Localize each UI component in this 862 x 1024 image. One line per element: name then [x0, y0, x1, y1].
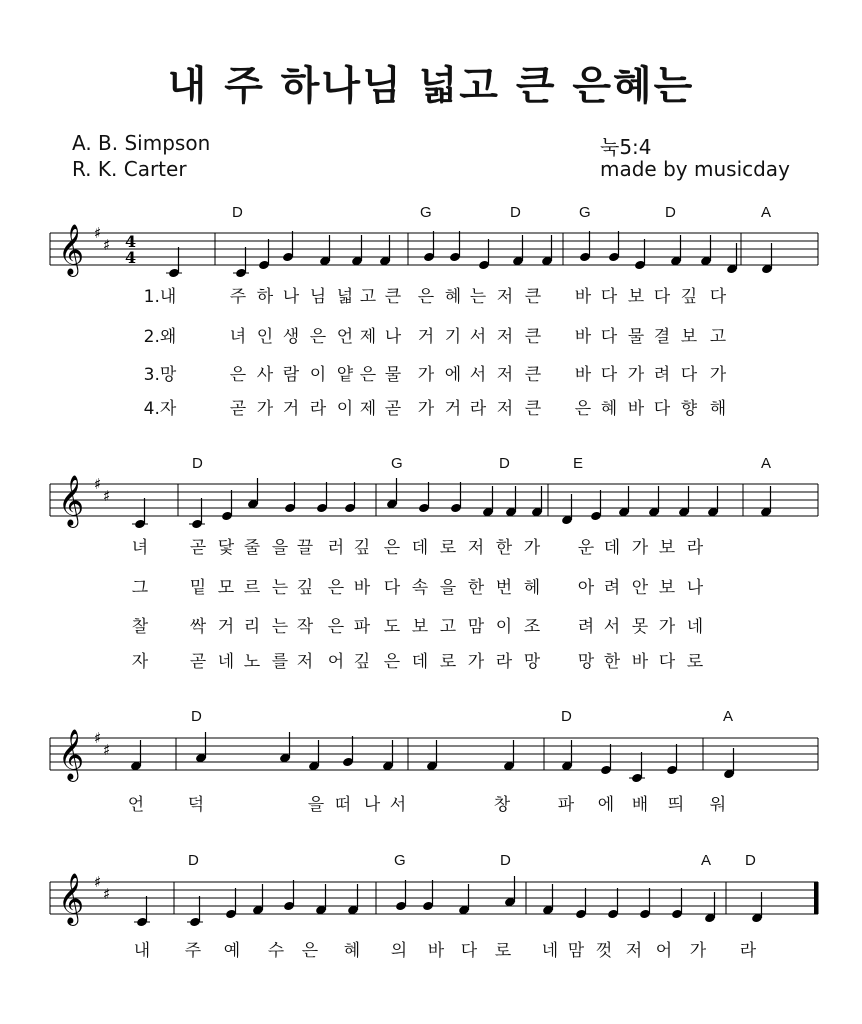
lyric-syllable: 물 — [384, 365, 402, 385]
lyric-syllable: 혜 — [600, 399, 618, 419]
lyric-syllable: 를 — [271, 652, 289, 672]
lyric-syllable: 4.자 — [143, 399, 177, 419]
lyric-syllable: 보 — [627, 287, 645, 307]
lyric-syllable: 은 — [359, 365, 377, 385]
lyric-syllable: 2.왜 — [143, 327, 177, 347]
lyric-syllable: 해 — [709, 399, 727, 419]
lyric-syllable: 저 — [625, 941, 643, 961]
lyric-syllable: 네 — [541, 941, 559, 961]
lyric-syllable: 라 — [469, 399, 487, 419]
lyric-syllable: 내 — [133, 941, 151, 961]
lyric-syllable: 려 — [577, 617, 595, 637]
lyric-syllable: 파 — [353, 617, 371, 637]
lyric-syllable: 보 — [658, 538, 676, 558]
lyric-syllable: 려 — [603, 578, 621, 598]
lyric-syllable: 닻 — [217, 538, 235, 558]
lyric-syllable: 큰 — [524, 287, 542, 307]
lyric-syllable: 가 — [658, 617, 676, 637]
lyric-syllable: 다 — [680, 365, 698, 385]
lyric-syllable: 가 — [627, 365, 645, 385]
lyric-syllable: 저 — [496, 327, 514, 347]
lyric-syllable: 가 — [631, 538, 649, 558]
chord-symbol: D — [499, 455, 510, 472]
lyric-syllable: 운 — [577, 538, 595, 558]
lyric-syllable: 다 — [600, 287, 618, 307]
chord-symbol: A — [723, 708, 734, 725]
chord-symbol: D — [510, 204, 521, 221]
lyric-syllable: 은 — [229, 365, 247, 385]
lyric-syllable: 가 — [709, 365, 727, 385]
lyric-syllable: 망 — [577, 652, 595, 672]
lyric-syllable: 싹 — [189, 617, 207, 637]
lyric-syllable: 창 — [493, 795, 511, 815]
sharp-icon: ♯ — [103, 885, 111, 903]
lyric-syllable: 는 — [469, 287, 487, 307]
lyric-syllable: 저 — [296, 652, 314, 672]
lyric-syllable: 을 — [307, 795, 325, 815]
lyric-syllable: 안 — [631, 578, 649, 598]
lyric-syllable: 결 — [653, 327, 671, 347]
lyric-syllable: 나 — [384, 327, 402, 347]
lyric-syllable: 보 — [680, 327, 698, 347]
treble-clef-icon: 𝄞 — [58, 475, 85, 526]
lyric-syllable: 거 — [417, 327, 435, 347]
lyric-syllable: 보 — [658, 578, 676, 598]
lyric-syllable: 거 — [282, 399, 300, 419]
lyric-syllable: 도 — [383, 617, 401, 637]
lyric-syllable: 다 — [653, 399, 671, 419]
lyric-syllable: 인 — [256, 327, 274, 347]
lyric-syllable: 넓 — [336, 287, 354, 307]
lyric-syllable: 주 — [184, 941, 202, 961]
lyric-syllable: 예 — [223, 941, 241, 961]
sharp-icon: ♯ — [103, 487, 111, 505]
lyric-syllable: 서 — [603, 617, 621, 637]
lyric-syllable: 님 — [309, 287, 327, 307]
lyric-syllable: 다 — [600, 365, 618, 385]
lyric-syllable: 이 — [336, 399, 354, 419]
lyric-syllable: 깊 — [353, 538, 371, 558]
lyric-syllable: 가 — [689, 941, 707, 961]
lyric-syllable: 얕 — [336, 365, 354, 385]
time-signature: 4 — [125, 248, 137, 267]
lyric-syllable: 바 — [353, 578, 371, 598]
lyric-syllable: 가 — [417, 365, 435, 385]
lyric-syllable: 저 — [467, 538, 485, 558]
lyric-syllable: 라 — [686, 538, 704, 558]
lyric-syllable: 3.망 — [143, 365, 177, 385]
lyric-syllable: 깊 — [353, 652, 371, 672]
lyric-syllable: 워 — [709, 795, 727, 815]
lyric-syllable: 가 — [256, 399, 274, 419]
treble-clef-icon: 𝄞 — [58, 224, 85, 275]
lyric-syllable: 속 — [411, 578, 429, 598]
lyric-syllable: 모 — [217, 578, 235, 598]
lyric-syllable: 큰 — [524, 327, 542, 347]
sharp-icon: ♯ — [103, 236, 111, 254]
lyric-syllable: 녀 — [131, 538, 149, 558]
time-signature: 4 — [125, 232, 137, 251]
lyric-line — [0, 936, 862, 964]
lyric-syllable: 로 — [439, 538, 457, 558]
maker-credit: made by musicday — [600, 157, 790, 181]
lyric-syllable: 저 — [496, 399, 514, 419]
sharp-icon: ♯ — [94, 475, 102, 493]
lyric-syllable: 은 — [309, 327, 327, 347]
lyric-syllable: 로 — [439, 652, 457, 672]
lyric-syllable: 언 — [127, 795, 145, 815]
lyric-syllable: 은 — [301, 941, 319, 961]
treble-clef-icon: 𝄞 — [58, 729, 85, 780]
chord-symbol: D — [561, 708, 572, 725]
lyric-syllable: 고 — [359, 287, 377, 307]
lyric-syllable: 가 — [523, 538, 541, 558]
lyric-syllable: 곧 — [189, 652, 207, 672]
lyric-syllable: 아 — [577, 578, 595, 598]
lyric-syllable: 1.내 — [143, 287, 177, 307]
lyric-syllable: 는 — [271, 578, 289, 598]
chord-symbol: G — [579, 204, 591, 221]
lyric-syllable: 에 — [444, 365, 462, 385]
lyric-syllable: 떠 — [334, 795, 352, 815]
lyric-syllable: 띄 — [667, 795, 685, 815]
lyric-syllable: 바 — [574, 365, 592, 385]
lyric-syllable: 향 — [680, 399, 698, 419]
lyric-syllable: 고 — [709, 327, 727, 347]
lyric-syllable: 가 — [467, 652, 485, 672]
chord-symbol: A — [761, 204, 772, 221]
chord-symbol: G — [394, 852, 406, 869]
lyric-syllable: 나 — [363, 795, 381, 815]
lyric-syllable: 다 — [653, 287, 671, 307]
lyric-syllable: 곧 — [229, 399, 247, 419]
lyric-syllable: 줄 — [243, 538, 261, 558]
composer-credit: R. K. Carter — [72, 157, 187, 181]
lyric-syllable: 제 — [359, 399, 377, 419]
lyric-syllable: 곧 — [384, 399, 402, 419]
lyric-syllable: 서 — [469, 327, 487, 347]
scripture-reference: 눅5:4 — [600, 135, 652, 159]
lyric-syllable: 찰 — [131, 617, 149, 637]
lyric-syllable: 망 — [523, 652, 541, 672]
lyric-syllable: 바 — [574, 327, 592, 347]
chord-symbol: D — [232, 204, 243, 221]
lyric-syllable: 은 — [383, 652, 401, 672]
lyric-syllable: 다 — [709, 287, 727, 307]
lyric-syllable: 네 — [217, 652, 235, 672]
lyric-syllable: 은 — [327, 617, 345, 637]
lyric-syllable: 이 — [309, 365, 327, 385]
lyric-syllable: 다 — [600, 327, 618, 347]
sharp-icon: ♯ — [94, 873, 102, 891]
lyric-syllable: 람 — [282, 365, 300, 385]
chord-symbol: G — [420, 204, 432, 221]
lyric-syllable: 바 — [627, 399, 645, 419]
lyric-syllable: 깊 — [680, 287, 698, 307]
lyric-syllable: 생 — [282, 327, 300, 347]
lyric-syllable: 혜 — [444, 287, 462, 307]
lyric-syllable: 한 — [495, 538, 513, 558]
lyric-syllable: 바 — [427, 941, 445, 961]
lyric-syllable: 가 — [417, 399, 435, 419]
lyric-syllable: 다 — [383, 578, 401, 598]
lyric-syllable: 제 — [359, 327, 377, 347]
lyric-syllable: 러 — [327, 538, 345, 558]
lyric-syllable: 기 — [444, 327, 462, 347]
lyric-syllable: 맘 — [467, 617, 485, 637]
lyric-syllable: 라 — [495, 652, 513, 672]
lyric-syllable: 큰 — [524, 365, 542, 385]
lyric-syllable: 네 — [686, 617, 704, 637]
lyric-syllable: 그 — [131, 578, 149, 598]
lyric-syllable: 맘 — [567, 941, 585, 961]
lyric-syllable: 녀 — [229, 327, 247, 347]
lyric-syllable: 거 — [444, 399, 462, 419]
lyric-syllable: 파 — [557, 795, 575, 815]
lyric-syllable: 데 — [411, 538, 429, 558]
lyric-syllable: 어 — [655, 941, 673, 961]
lyric-syllable: 어 — [327, 652, 345, 672]
sharp-icon: ♯ — [94, 224, 102, 242]
lyric-syllable: 작 — [296, 617, 314, 637]
lyric-syllable: 로 — [686, 652, 704, 672]
lyric-syllable: 언 — [336, 327, 354, 347]
lyric-syllable: 헤 — [523, 578, 541, 598]
lyric-syllable: 데 — [411, 652, 429, 672]
lyric-syllable: 은 — [327, 578, 345, 598]
sharp-icon: ♯ — [94, 729, 102, 747]
chord-symbol: D — [500, 852, 511, 869]
lyric-syllable: 서 — [469, 365, 487, 385]
lyric-syllable: 곧 — [189, 538, 207, 558]
lyric-syllable: 껏 — [595, 941, 613, 961]
lyricist-credit: A. B. Simpson — [72, 131, 211, 155]
lyric-syllable: 다 — [460, 941, 478, 961]
lyric-syllable: 자 — [131, 652, 149, 672]
lyric-syllable: 보 — [411, 617, 429, 637]
lyric-syllable: 노 — [243, 652, 261, 672]
lyric-syllable: 을 — [439, 578, 457, 598]
lyric-syllable: 물 — [627, 327, 645, 347]
lyric-syllable: 깊 — [296, 578, 314, 598]
lyric-syllable: 수 — [267, 941, 285, 961]
lyric-syllable: 은 — [383, 538, 401, 558]
lyric-syllable: 로 — [494, 941, 512, 961]
lyric-syllable: 르 — [243, 578, 261, 598]
lyric-syllable: 거 — [217, 617, 235, 637]
lyric-syllable: 바 — [631, 652, 649, 672]
lyric-syllable: 큰 — [384, 287, 402, 307]
lyric-syllable: 나 — [686, 578, 704, 598]
lyric-syllable: 한 — [603, 652, 621, 672]
lyric-syllable: 하 — [256, 287, 274, 307]
chord-symbol: G — [391, 455, 403, 472]
sharp-icon: ♯ — [103, 741, 111, 759]
lyric-syllable: 주 — [229, 287, 247, 307]
lyric-syllable: 데 — [603, 538, 621, 558]
lyric-syllable: 다 — [658, 652, 676, 672]
chord-symbol: D — [192, 455, 203, 472]
lyric-syllable: 배 — [631, 795, 649, 815]
lyric-syllable: 고 — [439, 617, 457, 637]
lyric-syllable: 는 — [271, 617, 289, 637]
treble-clef-icon: 𝄞 — [58, 873, 85, 924]
song-title: 내 주 하나님 넓고 큰 은혜는 — [167, 63, 695, 109]
lyric-syllable: 라 — [309, 399, 327, 419]
lyric-syllable: 을 — [271, 538, 289, 558]
chord-symbol: D — [745, 852, 756, 869]
lyric-syllable: 은 — [574, 399, 592, 419]
lyric-syllable: 이 — [495, 617, 513, 637]
chord-symbol: A — [761, 455, 772, 472]
lyric-syllable: 큰 — [524, 399, 542, 419]
lyric-syllable: 사 — [256, 365, 274, 385]
lyric-syllable: 저 — [496, 287, 514, 307]
lyric-syllable: 덕 — [187, 795, 205, 815]
lyric-syllable: 에 — [597, 795, 615, 815]
lyric-syllable: 바 — [574, 287, 592, 307]
chord-symbol: A — [701, 852, 712, 869]
lyric-syllable: 밑 — [189, 578, 207, 598]
lyric-syllable: 리 — [243, 617, 261, 637]
lyric-syllable: 끌 — [296, 538, 314, 558]
chord-symbol: D — [188, 852, 199, 869]
lyric-syllable: 서 — [389, 795, 407, 815]
lyric-syllable: 의 — [390, 941, 408, 961]
lyric-syllable: 은 — [417, 287, 435, 307]
lyric-syllable: 한 — [467, 578, 485, 598]
lyric-syllable: 려 — [653, 365, 671, 385]
chord-symbol: D — [665, 204, 676, 221]
chord-symbol: E — [573, 455, 584, 472]
chord-symbol: D — [191, 708, 202, 725]
lyric-syllable: 못 — [631, 617, 649, 637]
lyric-syllable: 조 — [523, 617, 541, 637]
lyric-syllable: 나 — [282, 287, 300, 307]
lyric-syllable: 저 — [496, 365, 514, 385]
lyric-syllable: 혜 — [343, 941, 361, 961]
lyric-syllable: 라 — [739, 941, 757, 961]
final-barline — [814, 882, 818, 914]
lyric-syllable: 번 — [495, 578, 513, 598]
